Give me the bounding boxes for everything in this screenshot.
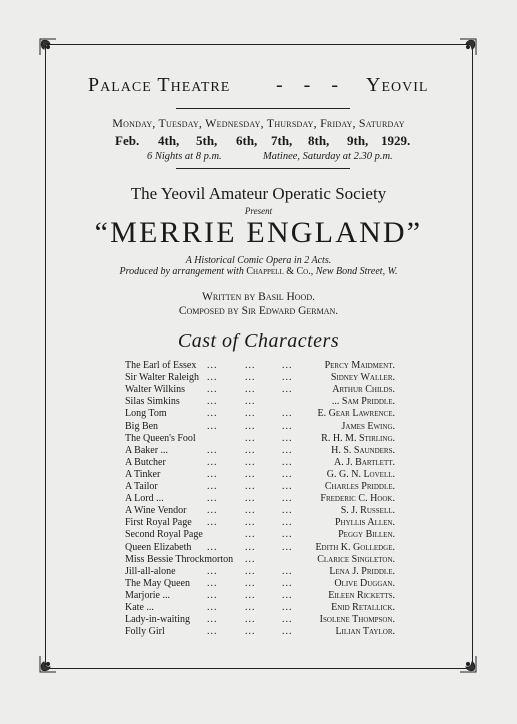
leader-dots: ... [282, 444, 293, 456]
corner-ornament-icon [38, 654, 58, 674]
leader-dots: ... [207, 408, 218, 420]
composer-credit: Composed by Sir Edward German. [178, 305, 339, 317]
leader-dots: ... [282, 468, 293, 480]
opera-title: “MERRIE ENGLAND” [94, 216, 423, 249]
leader-dots: ... [207, 517, 218, 529]
cast-actor: Enid Retallick. [331, 602, 395, 613]
leader-dots: ... [245, 444, 256, 456]
leader-dots: ... [282, 432, 293, 444]
cast-row [0, 614, 517, 626]
leader-dots: ... [207, 372, 218, 384]
leader-dots: ... [207, 384, 218, 396]
cast-row [0, 421, 517, 433]
leader-dots: ... [245, 565, 256, 577]
performance-date: 7th, [271, 133, 293, 148]
cast-actor: G. G. N. Lovell. [326, 468, 395, 480]
cast-role: The Earl of Essex [125, 360, 197, 371]
leader-dots: ... [207, 589, 218, 601]
cast-role: Second Royal Page [125, 529, 203, 541]
leader-dots: ... [245, 529, 256, 541]
leader-dots: ... [245, 541, 256, 553]
evening-times: 6 Nights at 8 p.m. [147, 151, 222, 162]
leader-dots: ... [245, 553, 256, 565]
cast-actor: Eileen Ricketts. [328, 589, 395, 601]
cast-actor: R. H. M. Stirling. [321, 432, 395, 444]
leader-dots: ... [207, 360, 218, 371]
leader-dots: ... [207, 420, 218, 432]
leader-dots: ... [207, 626, 218, 638]
leader-dots: ... [245, 372, 256, 384]
leader-dots: ... [282, 420, 293, 432]
leader-dots: ... [245, 614, 256, 626]
performance-date: 5th, [196, 133, 218, 148]
leader-dots: ... [207, 444, 218, 456]
cast-row [0, 542, 517, 554]
leader-dots: ... [282, 589, 293, 601]
cast-actor: Lena J. Priddle. [329, 565, 395, 577]
cast-role: Lady-in-waiting [125, 614, 190, 626]
cast-row [0, 626, 517, 638]
cast-role: Walter Wilkins [125, 384, 185, 396]
leader-dots: ... [245, 360, 256, 371]
cast-actor: Frederic C. Hook. [320, 493, 395, 505]
leader-dots: ... [282, 456, 293, 468]
cast-row [0, 517, 517, 529]
leader-dots: ... [245, 456, 256, 468]
leader-dots: ... [282, 626, 293, 638]
leader-dots: ... [245, 432, 256, 444]
performance-date: 8th, [308, 133, 330, 148]
cast-actor: Clarice Singleton. [317, 553, 395, 565]
matinee-time: Matinee, Saturday at 2.30 p.m. [263, 151, 393, 162]
leader-dots: ... [282, 529, 293, 541]
publisher-name: Chappell & Co., [246, 266, 314, 277]
leader-dots: ... [207, 602, 218, 613]
arrangement-after: New Bond Street, W. [315, 266, 398, 277]
cast-role: Marjorie ... [125, 589, 170, 601]
leader-dots: ... [245, 493, 256, 505]
leader-dots: ... [245, 384, 256, 396]
cast-actor: Phyllis Allen. [334, 517, 395, 529]
leader-dots: ... [207, 614, 218, 626]
leader-dots: ... [245, 468, 256, 480]
leader-dots: ... [207, 481, 218, 492]
cast-actor: A. J. Bartlett. [334, 456, 395, 468]
arrangement-before: Produced by arrangement with [119, 266, 244, 277]
opera-subtitle: A Historical Comic Opera in 2 Acts. [185, 255, 332, 266]
cast-role: The Queen's Fool [125, 432, 196, 444]
performance-year: 1929. [381, 133, 411, 148]
leader-dots: ... [207, 493, 218, 505]
arrangement-note [0, 266, 517, 277]
leader-dots: ... [207, 456, 218, 468]
cast-row [0, 384, 517, 396]
cast-role: Miss Bessie Throckmorton [125, 553, 234, 565]
leader-dots: ... [245, 481, 256, 492]
theatre-name: Palace Theatre [88, 74, 231, 96]
leader-dots: ... [245, 626, 256, 638]
cast-role: Kate ... [125, 602, 154, 613]
cast-role: Sir Walter Raleigh [125, 372, 199, 384]
leader-dots: ... [282, 577, 293, 589]
divider-bottom [176, 168, 350, 169]
cast-role: The May Queen [125, 577, 190, 589]
leader-dots: ... [282, 372, 293, 384]
cast-role: Folly Girl [125, 626, 165, 638]
cast-row [0, 372, 517, 384]
heading-dashes: - - - [276, 74, 346, 96]
cast-row [0, 505, 517, 517]
cast-row [0, 360, 517, 372]
leader-dots: ... [282, 384, 293, 396]
performance-month: Feb. [115, 133, 140, 148]
leader-dots: ... [282, 541, 293, 553]
society-name: The Yeovil Amateur Operatic Society [130, 184, 387, 203]
leader-dots: ... [282, 493, 293, 505]
cast-actor: Peggy Billen. [338, 529, 395, 541]
cast-role: First Royal Page [125, 517, 192, 529]
leader-dots: ... [245, 396, 256, 408]
cast-role: Queen Elizabeth [125, 541, 192, 553]
leader-dots: ... [207, 396, 218, 408]
leader-dots: ... [245, 602, 256, 613]
cast-actor: H. S. Saunders. [331, 444, 395, 456]
divider-top [176, 108, 350, 109]
performance-date: 9th, [347, 133, 369, 148]
leader-dots: ... [282, 602, 293, 613]
cast-actor: E. Gear Lawrence. [317, 408, 395, 420]
cast-row [0, 578, 517, 590]
cast-actor: Isolene Thompson. [319, 614, 395, 626]
cast-role: A Tailor [125, 481, 158, 492]
cast-actor: Sidney Waller. [330, 372, 395, 384]
performance-date: 6th, [236, 133, 258, 148]
performance-days: Monday, Tuesday, Wednesday, Thursday, Friday, Saturday [112, 116, 405, 130]
cast-row [0, 554, 517, 566]
corner-ornament-icon [458, 37, 478, 57]
leader-dots: ... [207, 565, 218, 577]
leader-dots: ... [282, 360, 293, 371]
leader-dots: ... [207, 577, 218, 589]
cast-row [0, 566, 517, 578]
cast-row [0, 493, 517, 505]
cast-heading: Cast of Characters [177, 330, 340, 352]
cast-role: A Butcher [125, 456, 166, 468]
cast-row [0, 602, 517, 614]
cast-actor: Arthur Childs. [332, 384, 395, 396]
leader-dots: ... [245, 589, 256, 601]
cast-row [0, 408, 517, 420]
cast-actor: Edith K. Golledge. [315, 541, 395, 553]
cast-row [0, 529, 517, 541]
leader-dots: ... [245, 420, 256, 432]
present-label: Present [244, 206, 273, 216]
cast-role: A Lord ... [125, 493, 164, 505]
corner-ornament-icon [38, 37, 58, 57]
leader-dots: ... [245, 505, 256, 517]
leader-dots: ... [245, 517, 256, 529]
leader-dots: ... [207, 541, 218, 553]
cast-actor: Olive Duggan. [334, 577, 395, 589]
cast-actor: ... Sam Priddle. [331, 396, 395, 408]
cast-row [0, 590, 517, 602]
leader-dots: ... [207, 505, 218, 517]
cast-role: Big Ben [125, 420, 159, 432]
leader-dots: ... [282, 517, 293, 529]
cast-row [0, 457, 517, 469]
leader-dots: ... [207, 468, 218, 480]
cast-actor: Percy Maidment. [324, 360, 395, 371]
leader-dots: ... [245, 408, 256, 420]
cast-role: Silas Simkins [125, 396, 180, 408]
cast-role: A Baker ... [125, 444, 169, 456]
leader-dots: ... [282, 614, 293, 626]
cast-actor: James Ewing. [341, 420, 395, 432]
theatre-town: Yeovil [366, 74, 429, 96]
cast-actor: S. J. Russell. [340, 505, 395, 517]
cast-actor: Charles Priddle. [324, 481, 395, 492]
leader-dots: ... [282, 481, 293, 492]
cast-row [0, 469, 517, 481]
leader-dots: ... [282, 505, 293, 517]
cast-row [0, 481, 517, 493]
corner-ornament-icon [458, 654, 478, 674]
cast-role: A Tinker [125, 468, 161, 480]
librettist-credit: Written by Basil Hood. [202, 291, 315, 303]
leader-dots: ... [282, 565, 293, 577]
cast-row [0, 396, 517, 408]
cast-row [0, 433, 517, 445]
cast-actor: Lilian Taylor. [335, 626, 395, 638]
leader-dots: ... [282, 408, 293, 420]
cast-role: Jill-all-alone [125, 565, 176, 577]
cast-role: A Wine Vendor [125, 505, 187, 517]
cast-row [0, 445, 517, 457]
cast-role: Long Tom [125, 408, 167, 420]
leader-dots: ... [245, 577, 256, 589]
performance-date: 4th, [158, 133, 180, 148]
